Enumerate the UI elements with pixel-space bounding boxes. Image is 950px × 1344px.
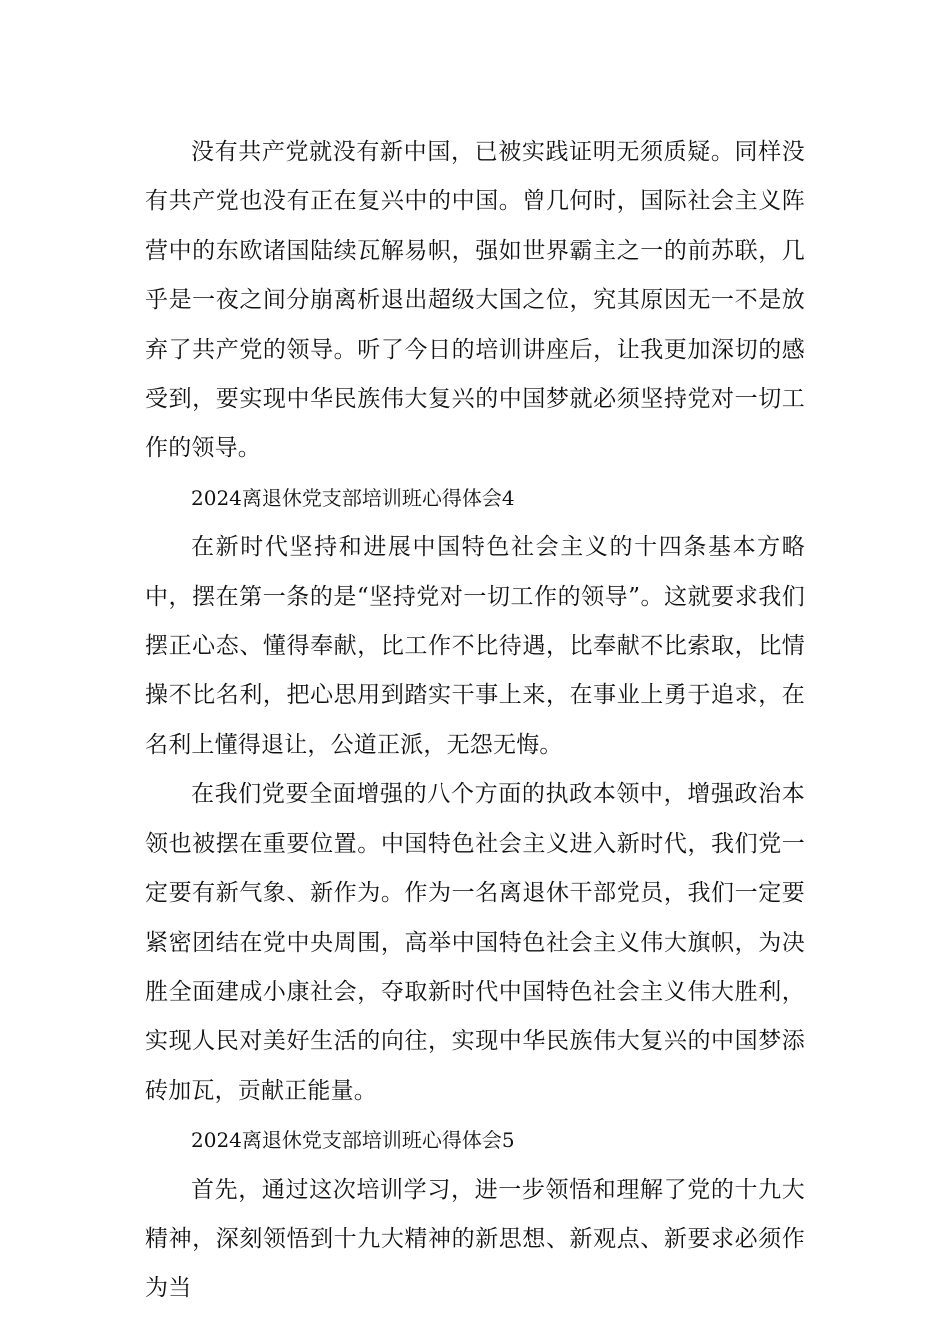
paragraph-2: 在新时代坚持和进展中国特色社会主义的十四条基本方略中，摆在第一条的是“坚持党对一切工作的领导”。这就要求我们摆正心态、懂得奉献，比工作不比待遇，比奉献不比索取，比情操不比名利，把心思用到踏实干事上来，在事业上勇于追求，在名利上懂得退让，公道正派，无怨无悔。 — [145, 534, 805, 758]
document-page — [145, 128, 805, 1314]
section-heading-4: 2024离退休党支部培训班心得体会4 — [191, 485, 515, 510]
section-heading-5: 2024离退休党支部培训班心得体会5 — [191, 1128, 515, 1153]
paragraph-4: 首先，通过这次培训学习，进一步领悟和理解了党的十九大精神，深刻领悟到十九大精神的新思想、新观点、新要求必须作为当 — [145, 1176, 805, 1302]
paragraph-3: 在我们党要全面增强的八个方面的执政本领中，增强政治本领也被摆在重要位置。中国特色社会主义进入新时代，我们党一定要有新气象、新作为。作为一名离退休干部党员，我们一定要紧密团结在党中央周围，高举中国特色社会主义伟大旗帜，为决胜全面建成小康社会，夺取新时代中国特色社会主义伟大胜利，实现人民对美好生活的向往，实现中华民族伟大复兴的中国梦添砖加瓦，贡献正能量。 — [145, 781, 805, 1104]
paragraph-1: 没有共产党就没有新中国，已被实践证明无须质疑。同样没有共产党也没有正在复兴中的中国。曾几何时，国际社会主义阵营中的东欧诸国陆续瓦解易帜，强如世界霸主之一的前苏联，几乎是一夜之间分崩离析退出超级大国之位，究其原因无一不是放弃了共产党的领导。听了今日的培训讲座后，让我更加深切的感受到，要实现中华民族伟大复兴的中国梦就必须坚持党对一切工作的领导。 — [145, 139, 805, 462]
